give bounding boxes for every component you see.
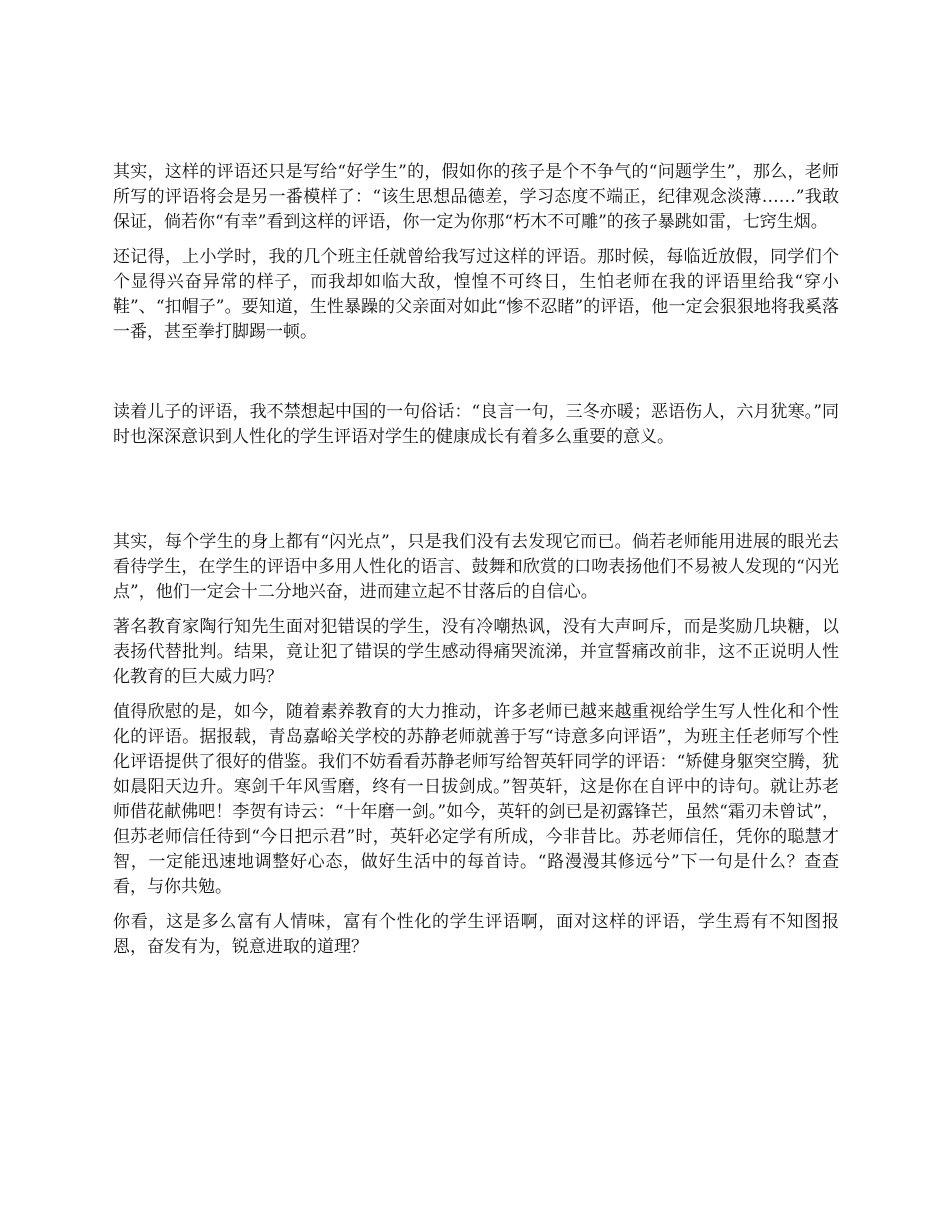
paragraph-4: 其实，每个学生的身上都有“闪光点”，只是我们没有去发现它而已。倘若老师能用进展的眼光去看待学生，在学生的评语中多用人性化的语言、鼓舞和欣赏的口吻表扬他们不易被人发现的“闪光点”，他们一定会十二分地兴奋，进而建立起不甘落后的自信心。 <box>113 532 839 602</box>
spacer <box>113 345 839 400</box>
paragraph-2: 还记得，上小学时，我的几个班主任就曾给我写过这样的评语。那时候，每临近放假，同学们个个显得兴奋异常的样子，而我却如临大敌，惶惶不可终日，生怕老师在我的评语里给我“穿小鞋”、“扣帽子”。要知道，生性暴躁的父亲面对如此“惨不忍睹”的评语，他一定会狠狠地将我奚落一番，甚至拳打脚踢一顿。 <box>113 247 839 342</box>
spacer <box>113 900 839 910</box>
paragraph-7: 你看，这是多么富有人情味，富有个性化的学生评语啊，面对这样的评语，学生焉有不知图报恩，奋发有为，锐意进取的道理？ <box>113 912 839 957</box>
paragraph-6: 值得欣慰的是，如今，随着素养教育的大力推动，许多老师已越来越重视给学生写人性化和个性化的评语。据报载，青岛嘉峪关学校的苏静老师就善于写“诗意多向评语”，为班主任老师写个性化评语提供了很好的借鉴。我们不妨看看苏静老师写给智英轩同学的评语：“矫健身躯突空腾，犹如晨阳天边升。寒剑千年风雪磨，终有一日拔剑成。”智英轩，这是你在自评中的诗句。就让苏老师借花献佛吧！李贺有诗云：“十年磨一剑。”如今，英轩的剑已是初露锋芒，虽然“霜刃未曾试”，但苏老师信任待到“今日把示君”时，英轩必定学有所成，今非昔比。苏老师信任，凭你的聪慧才智，一定能迅速地调整好心态，做好生活中的每首诗。“路漫漫其修远兮”下一句是什么？查查看，与你共勉。 <box>113 702 839 897</box>
spacer <box>113 235 839 245</box>
spacer <box>113 450 839 530</box>
paragraph-5: 著名教育家陶行知先生面对犯错误的学生，没有冷嘲热讽，没有大声呵斥，而是奖励几块糖，以表扬代替批判。结果，竟让犯了错误的学生感动得痛哭流涕，并宣誓痛改前非，这不正说明人性化教育的巨大威力吗？ <box>113 617 839 687</box>
document-body <box>113 160 839 960</box>
paragraph-3: 读着儿子的评语，我不禁想起中国的一句俗话：“良言一句，三冬亦暖；恶语伤人，六月犹寒。”同时也深深意识到人性化的学生评语对学生的健康成长有着多么重要的意义。 <box>113 402 839 447</box>
spacer <box>113 690 839 700</box>
spacer <box>113 605 839 615</box>
paragraph-1: 其实，这样的评语还只是写给“好学生”的，假如你的孩子是个不争气的“问题学生”，那么，老师所写的评语将会是另一番模样了：“该生思想品德差，学习态度不端正，纪律观念淡薄……”我敢保证，倘若你“有幸”看到这样的评语，你一定为你那“朽木不可雕”的孩子暴跳如雷，七窍生烟。 <box>113 162 839 232</box>
